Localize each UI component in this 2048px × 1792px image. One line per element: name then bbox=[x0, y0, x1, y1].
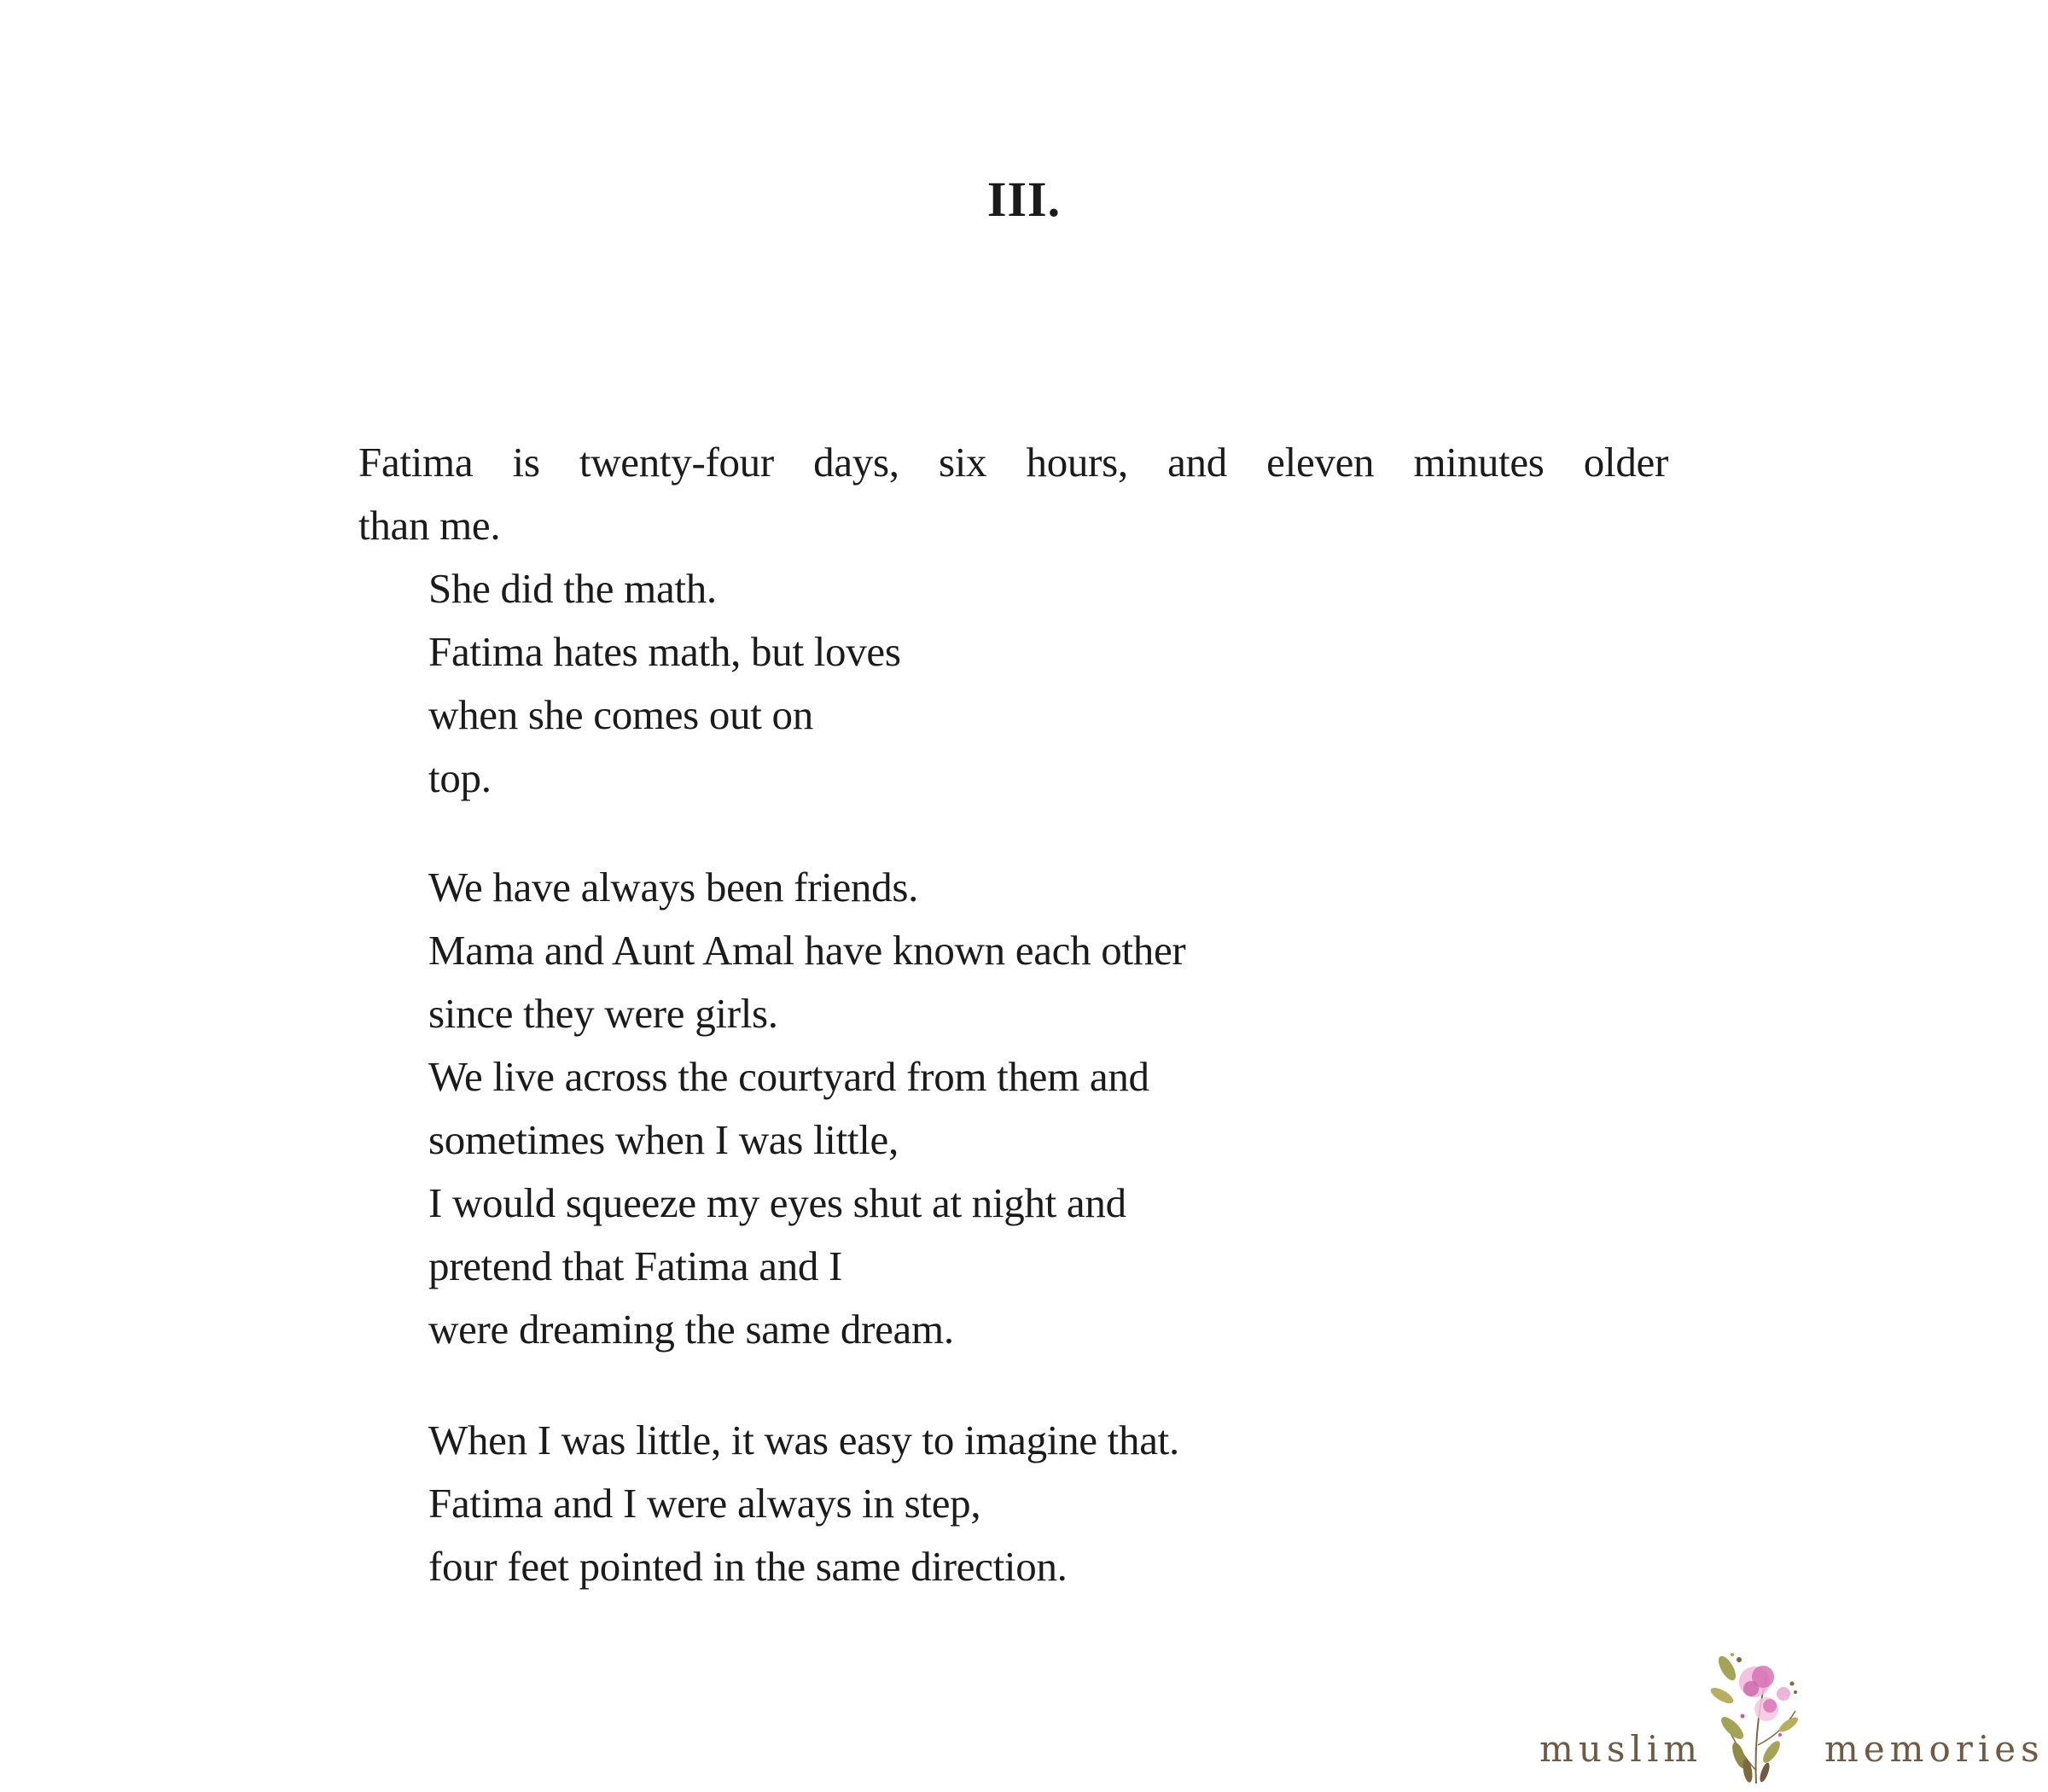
muslim-memories-logo bbox=[1536, 1643, 2048, 1792]
poem-line: When I was little, it was easy to imagine that. bbox=[428, 1417, 1179, 1463]
poem-line: sometimes when I was little, bbox=[428, 1116, 899, 1163]
poem-first-line: Fatima is twenty-four days, six hours, and eleven minutes older bbox=[358, 439, 1668, 486]
poem-line: We live across the courtyard from them and bbox=[428, 1053, 1149, 1100]
poem-line: I would squeeze my eyes shut at night and bbox=[428, 1179, 1126, 1226]
poem-line: top. bbox=[428, 754, 492, 801]
poem-line: We have always been friends. bbox=[428, 864, 919, 911]
poem-line: pretend that Fatima and I bbox=[428, 1242, 843, 1289]
floral-icon bbox=[1707, 1643, 1807, 1788]
poem-line: when she comes out on bbox=[428, 691, 813, 738]
poem-line: Fatima and I were always in step, bbox=[428, 1480, 981, 1527]
logo-word-muslim: muslim bbox=[1539, 1728, 1703, 1770]
poem-line: since they were girls. bbox=[428, 990, 778, 1037]
logo-word-memories: memories bbox=[1824, 1728, 2045, 1770]
poem-line: She did the math. bbox=[428, 565, 717, 612]
poem-line: four feet pointed in the same direction. bbox=[428, 1543, 1068, 1590]
poem-line: were dreaming the same dream. bbox=[428, 1306, 954, 1353]
chapter-heading: III. bbox=[986, 172, 1062, 227]
poem-line: than me. bbox=[358, 502, 501, 549]
poem-line: Mama and Aunt Amal have known each other bbox=[428, 927, 1186, 974]
poem-line: Fatima hates math, but loves bbox=[428, 628, 901, 675]
